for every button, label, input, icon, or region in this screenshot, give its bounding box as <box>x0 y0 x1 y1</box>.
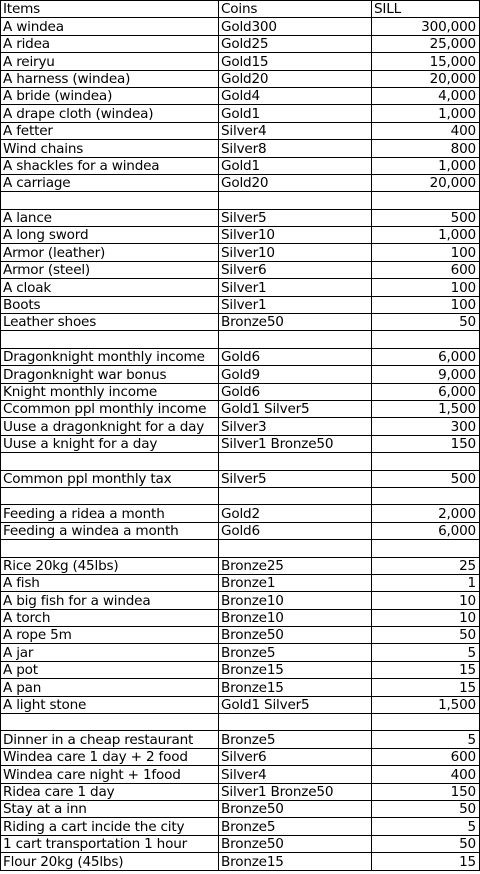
item-cell[interactable]: Flour 20kg (45lbs) <box>1 853 219 870</box>
coins-cell[interactable]: Silver3 <box>219 418 372 435</box>
coins-cell[interactable]: Gold20 <box>219 70 372 87</box>
item-cell[interactable]: Dinner in a cheap restaurant <box>1 731 219 748</box>
table-body <box>1 18 480 870</box>
coins-cell[interactable]: Gold1 <box>219 105 372 122</box>
sill-cell[interactable]: 400 <box>372 122 480 139</box>
sill-cell[interactable]: 15 <box>372 661 480 678</box>
item-cell[interactable]: Uuse a dragonknight for a day <box>1 418 219 435</box>
item-cell[interactable]: A torch <box>1 609 219 626</box>
coins-cell[interactable]: Silver6 <box>219 748 372 765</box>
header-coins[interactable]: Coins <box>219 1 372 18</box>
item-cell[interactable]: A cloak <box>1 279 219 296</box>
coins-cell[interactable] <box>219 487 372 504</box>
sill-cell[interactable]: 15,000 <box>372 53 480 70</box>
sill-cell[interactable]: 600 <box>372 748 480 765</box>
header-sill[interactable]: SILL <box>372 1 480 18</box>
table-row <box>1 679 480 696</box>
sill-cell[interactable]: 500 <box>372 470 480 487</box>
coins-cell[interactable]: Gold4 <box>219 87 372 104</box>
table-row <box>1 557 480 574</box>
sill-cell[interactable]: 2,000 <box>372 505 480 522</box>
sill-cell[interactable]: 100 <box>372 279 480 296</box>
sill-cell[interactable]: 5 <box>372 818 480 835</box>
item-cell[interactable]: A harness (windea) <box>1 70 219 87</box>
coins-cell[interactable]: Bronze5 <box>219 731 372 748</box>
sill-cell[interactable]: 1,500 <box>372 696 480 713</box>
item-cell[interactable]: A windea <box>1 18 219 35</box>
header-items[interactable]: Items <box>1 1 219 18</box>
coins-cell[interactable]: Gold9 <box>219 366 372 383</box>
sill-cell[interactable] <box>372 714 480 731</box>
table-row <box>1 366 480 383</box>
sill-cell[interactable]: 9,000 <box>372 366 480 383</box>
coins-cell[interactable] <box>219 192 372 209</box>
sill-cell[interactable]: 6,000 <box>372 383 480 400</box>
coins-cell[interactable]: Bronze1 <box>219 574 372 591</box>
item-cell[interactable]: A jar <box>1 644 219 661</box>
coins-cell[interactable]: Gold300 <box>219 18 372 35</box>
item-cell[interactable]: Feeding a ridea a month <box>1 505 219 522</box>
sill-cell[interactable]: 150 <box>372 435 480 452</box>
table-row <box>1 748 480 765</box>
table-row <box>1 314 480 331</box>
sill-cell[interactable]: 50 <box>372 835 480 852</box>
table-row <box>1 87 480 104</box>
sill-cell[interactable]: 600 <box>372 261 480 278</box>
table-row <box>1 574 480 591</box>
table-row <box>1 505 480 522</box>
sill-cell[interactable]: 10 <box>372 609 480 626</box>
sill-cell[interactable] <box>372 453 480 470</box>
item-cell[interactable]: A fish <box>1 574 219 591</box>
item-cell[interactable]: 1 cart transportation 1 hour <box>1 835 219 852</box>
sill-cell[interactable]: 6,000 <box>372 522 480 539</box>
item-cell[interactable] <box>1 331 219 348</box>
sill-cell[interactable]: 1 <box>372 574 480 591</box>
table-row <box>1 609 480 626</box>
sill-cell[interactable]: 50 <box>372 314 480 331</box>
table-row <box>1 400 480 417</box>
coins-cell[interactable]: Gold1 <box>219 157 372 174</box>
item-cell[interactable]: A shackles for a windea <box>1 157 219 174</box>
coins-cell[interactable]: Silver5 <box>219 209 372 226</box>
sill-cell[interactable]: 50 <box>372 800 480 817</box>
item-cell[interactable]: Armor (steel) <box>1 261 219 278</box>
item-cell[interactable]: Knight monthly income <box>1 383 219 400</box>
table-row <box>1 818 480 835</box>
sill-cell[interactable]: 15 <box>372 853 480 870</box>
item-cell[interactable]: Feeding a windea a month <box>1 522 219 539</box>
spacer-row <box>1 540 480 557</box>
table-row <box>1 53 480 70</box>
sill-cell[interactable]: 1,500 <box>372 400 480 417</box>
table-row <box>1 435 480 452</box>
coins-cell[interactable]: Bronze50 <box>219 314 372 331</box>
table-row <box>1 105 480 122</box>
sill-cell[interactable]: 6,000 <box>372 348 480 365</box>
sill-cell[interactable]: 20,000 <box>372 174 480 191</box>
coins-cell[interactable]: Gold6 <box>219 383 372 400</box>
item-cell[interactable]: A pan <box>1 679 219 696</box>
item-cell[interactable]: A rope 5m <box>1 627 219 644</box>
coins-cell[interactable]: Gold25 <box>219 35 372 52</box>
header-row <box>1 1 480 18</box>
sill-cell[interactable]: 4,000 <box>372 87 480 104</box>
table-row <box>1 853 480 870</box>
item-cell[interactable]: Uuse a knight for a day <box>1 435 219 452</box>
coins-cell[interactable]: Silver8 <box>219 140 372 157</box>
sill-cell[interactable]: 300 <box>372 418 480 435</box>
table-row <box>1 122 480 139</box>
item-cell[interactable]: Ccommon ppl monthly income <box>1 400 219 417</box>
coins-cell[interactable]: Bronze5 <box>219 818 372 835</box>
sill-cell[interactable]: 50 <box>372 627 480 644</box>
sill-cell[interactable]: 800 <box>372 140 480 157</box>
table-row <box>1 140 480 157</box>
table-row <box>1 835 480 852</box>
coins-cell[interactable]: Bronze15 <box>219 679 372 696</box>
coins-cell[interactable] <box>219 714 372 731</box>
sill-cell[interactable]: 300,000 <box>372 18 480 35</box>
coins-cell[interactable]: Gold1 Silver5 <box>219 400 372 417</box>
table-row <box>1 800 480 817</box>
table-row <box>1 470 480 487</box>
coins-cell[interactable]: Bronze50 <box>219 627 372 644</box>
table-row <box>1 731 480 748</box>
item-cell[interactable] <box>1 487 219 504</box>
item-cell[interactable]: Wind chains <box>1 140 219 157</box>
item-cell[interactable]: A light stone <box>1 696 219 713</box>
table-row <box>1 227 480 244</box>
table-row <box>1 783 480 800</box>
coins-cell[interactable]: Gold15 <box>219 53 372 70</box>
table-row <box>1 261 480 278</box>
item-cell[interactable]: Ridea care 1 day <box>1 783 219 800</box>
sill-cell[interactable]: 25,000 <box>372 35 480 52</box>
sill-cell[interactable]: 1,000 <box>372 105 480 122</box>
item-cell[interactable]: A ridea <box>1 35 219 52</box>
item-cell[interactable]: A carriage <box>1 174 219 191</box>
coins-cell[interactable]: Silver4 <box>219 766 372 783</box>
coins-cell[interactable]: Gold2 <box>219 505 372 522</box>
item-cell[interactable]: Windea care night + 1food <box>1 766 219 783</box>
item-cell[interactable]: Dragonknight monthly income <box>1 348 219 365</box>
sill-cell[interactable]: 5 <box>372 644 480 661</box>
item-cell[interactable]: A lance <box>1 209 219 226</box>
table-row <box>1 592 480 609</box>
sill-cell[interactable] <box>372 331 480 348</box>
item-cell[interactable]: A drape cloth (windea) <box>1 105 219 122</box>
coins-cell[interactable]: Silver1 <box>219 296 372 313</box>
sill-cell[interactable]: 1,000 <box>372 157 480 174</box>
coins-cell[interactable]: Gold6 <box>219 348 372 365</box>
sill-cell[interactable]: 20,000 <box>372 70 480 87</box>
table-row <box>1 383 480 400</box>
item-cell[interactable]: Riding a cart incide the city <box>1 818 219 835</box>
coins-cell[interactable]: Silver1 Bronze50 <box>219 435 372 452</box>
item-cell[interactable] <box>1 714 219 731</box>
coins-cell[interactable] <box>219 453 372 470</box>
coins-cell[interactable]: Gold1 Silver5 <box>219 696 372 713</box>
sill-cell[interactable]: 10 <box>372 592 480 609</box>
table-row <box>1 522 480 539</box>
item-cell[interactable]: A big fish for a windea <box>1 592 219 609</box>
sill-cell[interactable]: 15 <box>372 679 480 696</box>
coins-cell[interactable]: Gold6 <box>219 522 372 539</box>
table-row <box>1 661 480 678</box>
item-cell[interactable]: A bride (windea) <box>1 87 219 104</box>
item-cell[interactable]: Boots <box>1 296 219 313</box>
coins-cell[interactable]: Bronze15 <box>219 853 372 870</box>
table-row <box>1 174 480 191</box>
coins-cell[interactable]: Silver4 <box>219 122 372 139</box>
table-row <box>1 18 480 35</box>
table-row <box>1 418 480 435</box>
spacer-row <box>1 714 480 731</box>
item-cell[interactable]: Leather shoes <box>1 314 219 331</box>
item-cell[interactable]: Stay at a inn <box>1 800 219 817</box>
table-row <box>1 296 480 313</box>
table-row <box>1 35 480 52</box>
sill-cell[interactable]: 25 <box>372 557 480 574</box>
coins-cell[interactable]: Bronze50 <box>219 835 372 852</box>
item-cell[interactable]: A reiryu <box>1 53 219 70</box>
coins-cell[interactable]: Bronze50 <box>219 800 372 817</box>
coins-cell[interactable]: Silver10 <box>219 244 372 261</box>
table-row <box>1 644 480 661</box>
table-row <box>1 279 480 296</box>
item-cell[interactable]: Common ppl monthly tax <box>1 470 219 487</box>
item-cell[interactable]: A long sword <box>1 227 219 244</box>
spacer-row <box>1 453 480 470</box>
table-row <box>1 627 480 644</box>
item-cell[interactable]: Rice 20kg (45lbs) <box>1 557 219 574</box>
coins-cell[interactable]: Silver5 <box>219 470 372 487</box>
item-cell[interactable]: Dragonknight war bonus <box>1 366 219 383</box>
spacer-row <box>1 192 480 209</box>
sill-cell[interactable]: 150 <box>372 783 480 800</box>
item-cell[interactable] <box>1 540 219 557</box>
sill-cell[interactable] <box>372 540 480 557</box>
table-row <box>1 157 480 174</box>
coins-cell[interactable]: Silver6 <box>219 261 372 278</box>
item-cell[interactable] <box>1 453 219 470</box>
spacer-row <box>1 487 480 504</box>
coins-cell[interactable]: Bronze10 <box>219 592 372 609</box>
sill-cell[interactable]: 5 <box>372 731 480 748</box>
item-cell[interactable]: Windea care 1 day + 2 food <box>1 748 219 765</box>
table-row <box>1 696 480 713</box>
table-row <box>1 244 480 261</box>
coins-cell[interactable]: Bronze5 <box>219 644 372 661</box>
item-cell[interactable]: A pot <box>1 661 219 678</box>
sill-cell[interactable]: 100 <box>372 244 480 261</box>
table-row <box>1 766 480 783</box>
sill-cell[interactable] <box>372 192 480 209</box>
coins-cell[interactable] <box>219 331 372 348</box>
coins-cell[interactable]: Silver1 Bronze50 <box>219 783 372 800</box>
sill-cell[interactable]: 400 <box>372 766 480 783</box>
coins-cell[interactable]: Bronze25 <box>219 557 372 574</box>
item-cell[interactable]: Armor (leather) <box>1 244 219 261</box>
item-cell[interactable]: A fetter <box>1 122 219 139</box>
sill-cell[interactable]: 500 <box>372 209 480 226</box>
coins-cell[interactable]: Bronze15 <box>219 661 372 678</box>
table-row <box>1 348 480 365</box>
coins-cell[interactable] <box>219 540 372 557</box>
item-cell[interactable] <box>1 192 219 209</box>
sill-cell[interactable] <box>372 487 480 504</box>
coins-cell[interactable]: Bronze10 <box>219 609 372 626</box>
table-row <box>1 209 480 226</box>
spacer-row <box>1 331 480 348</box>
table-row <box>1 70 480 87</box>
coins-cell[interactable]: Silver1 <box>219 279 372 296</box>
sill-cell[interactable]: 1,000 <box>372 227 480 244</box>
sill-cell[interactable]: 100 <box>372 296 480 313</box>
coins-cell[interactable]: Silver10 <box>219 227 372 244</box>
coins-cell[interactable]: Gold20 <box>219 174 372 191</box>
